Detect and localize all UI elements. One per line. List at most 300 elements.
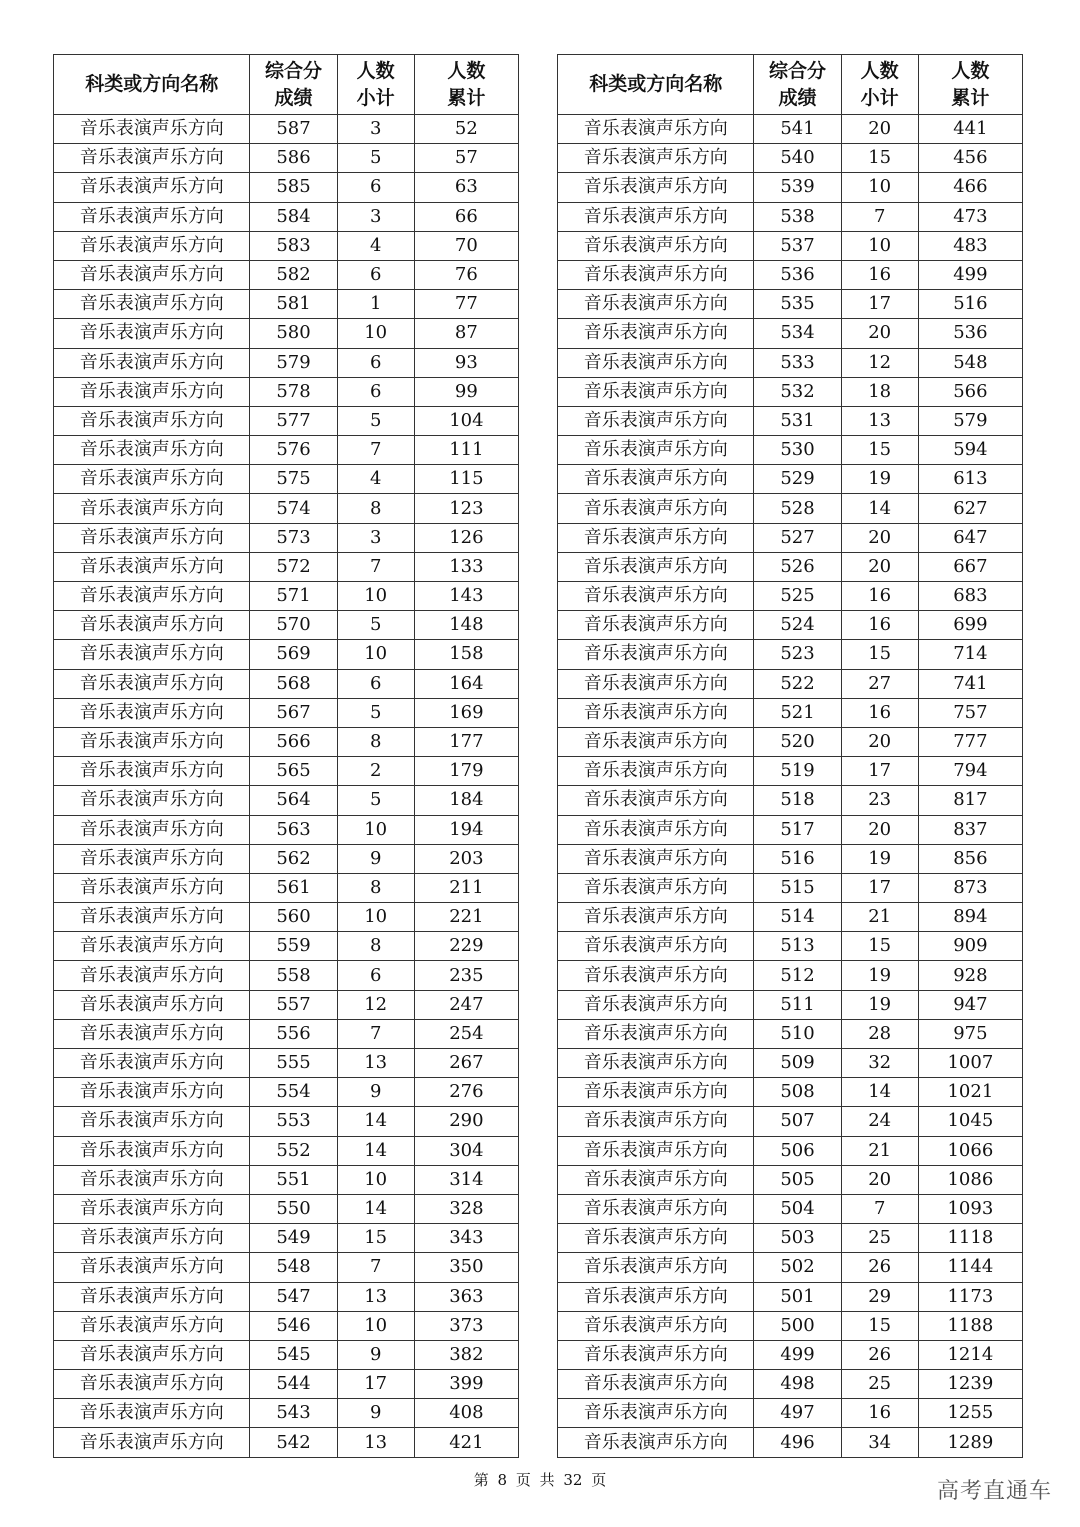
cell-count: 28 — [841, 1019, 918, 1048]
cell-count: 16 — [841, 1399, 918, 1428]
table-row — [54, 844, 519, 873]
cell-cumulative: 421 — [414, 1428, 518, 1457]
cell-count: 20 — [841, 523, 918, 552]
cell-cumulative: 267 — [414, 1049, 518, 1078]
table-row — [54, 727, 519, 756]
cell-category: 音乐表演声乐方向 — [54, 406, 250, 435]
cell-category: 音乐表演声乐方向 — [54, 260, 250, 289]
table-row — [54, 932, 519, 961]
cell-count: 17 — [841, 290, 918, 319]
cell-score: 561 — [250, 873, 337, 902]
cell-category: 音乐表演声乐方向 — [54, 1253, 250, 1282]
cell-count: 7 — [337, 552, 414, 581]
cell-category: 音乐表演声乐方向 — [558, 1194, 754, 1223]
cell-count: 9 — [337, 844, 414, 873]
table-row — [54, 290, 519, 319]
cell-count: 16 — [841, 698, 918, 727]
table-row — [54, 1107, 519, 1136]
cell-category: 音乐表演声乐方向 — [558, 844, 754, 873]
header-count-text: 人数 小计 — [356, 59, 395, 109]
cell-count: 9 — [337, 1078, 414, 1107]
cell-category: 音乐表演声乐方向 — [54, 844, 250, 873]
cell-count: 19 — [841, 465, 918, 494]
cell-count: 4 — [337, 465, 414, 494]
cell-count: 20 — [841, 552, 918, 581]
cell-count: 21 — [841, 903, 918, 932]
cell-category: 音乐表演声乐方向 — [54, 115, 250, 144]
table-row — [558, 990, 1023, 1019]
cell-cumulative: 909 — [918, 932, 1022, 961]
cell-score: 559 — [250, 932, 337, 961]
cell-cumulative: 579 — [918, 406, 1022, 435]
cell-category: 音乐表演声乐方向 — [54, 961, 250, 990]
cell-score: 546 — [250, 1311, 337, 1340]
cell-category: 音乐表演声乐方向 — [558, 640, 754, 669]
cell-score: 530 — [754, 436, 841, 465]
table-body-left — [54, 115, 519, 1458]
cell-score: 562 — [250, 844, 337, 873]
table-row — [54, 173, 519, 202]
cell-cumulative: 235 — [414, 961, 518, 990]
cell-count: 14 — [337, 1194, 414, 1223]
cell-score: 575 — [250, 465, 337, 494]
table-row — [54, 757, 519, 786]
cell-score: 499 — [754, 1340, 841, 1369]
cell-cumulative: 757 — [918, 698, 1022, 727]
cell-category: 音乐表演声乐方向 — [558, 1399, 754, 1428]
cell-cumulative: 203 — [414, 844, 518, 873]
cell-count: 6 — [337, 260, 414, 289]
cell-score: 563 — [250, 815, 337, 844]
cell-count: 2 — [337, 757, 414, 786]
cell-category: 音乐表演声乐方向 — [54, 727, 250, 756]
cell-score: 505 — [754, 1165, 841, 1194]
cell-category: 音乐表演声乐方向 — [54, 173, 250, 202]
cell-cumulative: 1173 — [918, 1282, 1022, 1311]
cell-score: 535 — [754, 290, 841, 319]
table-row — [54, 1428, 519, 1457]
table-row — [54, 669, 519, 698]
table-row — [54, 1399, 519, 1428]
cell-score: 583 — [250, 231, 337, 260]
table-row — [54, 377, 519, 406]
cell-cumulative: 699 — [918, 611, 1022, 640]
cell-score: 529 — [754, 465, 841, 494]
table-row — [558, 377, 1023, 406]
cell-score: 518 — [754, 786, 841, 815]
cell-count: 6 — [337, 961, 414, 990]
cell-cumulative: 594 — [918, 436, 1022, 465]
cell-count: 15 — [841, 932, 918, 961]
cell-cumulative: 290 — [414, 1107, 518, 1136]
cell-cumulative: 184 — [414, 786, 518, 815]
table-row — [54, 494, 519, 523]
cell-score: 514 — [754, 903, 841, 932]
cell-count: 20 — [841, 1165, 918, 1194]
cell-score: 498 — [754, 1370, 841, 1399]
cell-count: 15 — [337, 1224, 414, 1253]
cell-score: 567 — [250, 698, 337, 727]
cell-category: 音乐表演声乐方向 — [558, 1136, 754, 1165]
cell-count: 6 — [337, 173, 414, 202]
cell-cumulative: 148 — [414, 611, 518, 640]
cell-count: 7 — [337, 1253, 414, 1282]
cell-score: 506 — [754, 1136, 841, 1165]
cell-cumulative: 613 — [918, 465, 1022, 494]
cell-count: 20 — [841, 815, 918, 844]
table-row — [558, 640, 1023, 669]
cell-category: 音乐表演声乐方向 — [558, 260, 754, 289]
cell-score: 502 — [754, 1253, 841, 1282]
table-row — [54, 611, 519, 640]
table-row — [558, 115, 1023, 144]
table-header-row — [558, 55, 1023, 115]
cell-category: 音乐表演声乐方向 — [558, 319, 754, 348]
cell-score: 557 — [250, 990, 337, 1019]
score-table-right — [557, 54, 1023, 1458]
cell-category: 音乐表演声乐方向 — [558, 1165, 754, 1194]
cell-score: 497 — [754, 1399, 841, 1428]
cell-score: 504 — [754, 1194, 841, 1223]
cell-cumulative: 179 — [414, 757, 518, 786]
cell-count: 9 — [337, 1340, 414, 1369]
cell-count: 16 — [841, 611, 918, 640]
table-row — [54, 815, 519, 844]
cell-count: 5 — [337, 611, 414, 640]
cell-cumulative: 928 — [918, 961, 1022, 990]
table-row — [54, 903, 519, 932]
cell-cumulative: 363 — [414, 1282, 518, 1311]
cell-count: 17 — [337, 1370, 414, 1399]
cell-score: 564 — [250, 786, 337, 815]
cell-category: 音乐表演声乐方向 — [54, 465, 250, 494]
cell-category: 音乐表演声乐方向 — [54, 1428, 250, 1457]
cell-category: 音乐表演声乐方向 — [54, 1165, 250, 1194]
cell-score: 526 — [754, 552, 841, 581]
cell-cumulative: 516 — [918, 290, 1022, 319]
cell-category: 音乐表演声乐方向 — [54, 377, 250, 406]
cell-score: 512 — [754, 961, 841, 990]
cell-cumulative: 499 — [918, 260, 1022, 289]
table-row — [558, 1019, 1023, 1048]
cell-category: 音乐表演声乐方向 — [54, 873, 250, 902]
cell-count: 25 — [841, 1370, 918, 1399]
cell-cumulative: 647 — [918, 523, 1022, 552]
cell-count: 14 — [841, 494, 918, 523]
cell-category: 音乐表演声乐方向 — [558, 932, 754, 961]
cell-score: 565 — [250, 757, 337, 786]
table-row — [558, 903, 1023, 932]
header-cumulative-text: 人数 累计 — [447, 59, 486, 109]
cell-cumulative: 947 — [918, 990, 1022, 1019]
cell-cumulative: 194 — [414, 815, 518, 844]
cell-cumulative: 1214 — [918, 1340, 1022, 1369]
table-row — [558, 1340, 1023, 1369]
cell-score: 571 — [250, 582, 337, 611]
cell-score: 572 — [250, 552, 337, 581]
cell-cumulative: 304 — [414, 1136, 518, 1165]
cell-count: 14 — [337, 1107, 414, 1136]
table-row — [558, 1311, 1023, 1340]
cell-category: 音乐表演声乐方向 — [558, 115, 754, 144]
cell-category: 音乐表演声乐方向 — [558, 1078, 754, 1107]
table-row — [54, 552, 519, 581]
cell-cumulative: 1239 — [918, 1370, 1022, 1399]
cell-score: 560 — [250, 903, 337, 932]
cell-category: 音乐表演声乐方向 — [54, 582, 250, 611]
cell-cumulative: 382 — [414, 1340, 518, 1369]
cell-cumulative: 794 — [918, 757, 1022, 786]
cell-score: 511 — [754, 990, 841, 1019]
table-row — [558, 1194, 1023, 1223]
cell-cumulative: 473 — [918, 202, 1022, 231]
cell-count: 20 — [841, 115, 918, 144]
cell-score: 577 — [250, 406, 337, 435]
cell-score: 556 — [250, 1019, 337, 1048]
table-row — [558, 611, 1023, 640]
cell-score: 503 — [754, 1224, 841, 1253]
header-name: 科类或方向名称 — [558, 55, 754, 115]
table-row — [54, 873, 519, 902]
cell-cumulative: 683 — [918, 582, 1022, 611]
table-row — [558, 231, 1023, 260]
table-row — [558, 523, 1023, 552]
cell-score: 543 — [250, 1399, 337, 1428]
cell-score: 573 — [250, 523, 337, 552]
cell-category: 音乐表演声乐方向 — [54, 815, 250, 844]
cell-category: 音乐表演声乐方向 — [558, 173, 754, 202]
cell-count: 17 — [841, 873, 918, 902]
cell-count: 4 — [337, 231, 414, 260]
cell-score: 528 — [754, 494, 841, 523]
cell-score: 523 — [754, 640, 841, 669]
header-cumulative — [414, 55, 518, 115]
table-row — [54, 1194, 519, 1223]
cell-count: 15 — [841, 144, 918, 173]
header-name: 科类或方向名称 — [54, 55, 250, 115]
cell-category: 音乐表演声乐方向 — [558, 727, 754, 756]
cell-score: 496 — [754, 1428, 841, 1457]
cell-count: 10 — [337, 815, 414, 844]
cell-category: 音乐表演声乐方向 — [54, 1224, 250, 1253]
table-row — [558, 494, 1023, 523]
cell-category: 音乐表演声乐方向 — [54, 757, 250, 786]
cell-category: 音乐表演声乐方向 — [54, 1049, 250, 1078]
cell-category: 音乐表演声乐方向 — [54, 523, 250, 552]
cell-score: 550 — [250, 1194, 337, 1223]
cell-cumulative: 164 — [414, 669, 518, 698]
table-row — [54, 465, 519, 494]
cell-score: 513 — [754, 932, 841, 961]
cell-count: 16 — [841, 260, 918, 289]
table-row — [558, 757, 1023, 786]
cell-category: 音乐表演声乐方向 — [558, 903, 754, 932]
cell-category: 音乐表演声乐方向 — [558, 961, 754, 990]
cell-cumulative: 1066 — [918, 1136, 1022, 1165]
cell-cumulative: 169 — [414, 698, 518, 727]
cell-score: 515 — [754, 873, 841, 902]
table-row — [558, 1370, 1023, 1399]
cell-cumulative: 873 — [918, 873, 1022, 902]
cell-score: 570 — [250, 611, 337, 640]
cell-count: 19 — [841, 844, 918, 873]
cell-count: 6 — [337, 377, 414, 406]
table-row — [54, 231, 519, 260]
cell-cumulative: 548 — [918, 348, 1022, 377]
cell-category: 音乐表演声乐方向 — [54, 932, 250, 961]
table-row — [558, 932, 1023, 961]
cell-category: 音乐表演声乐方向 — [54, 1282, 250, 1311]
cell-score: 538 — [754, 202, 841, 231]
cell-count: 9 — [337, 1399, 414, 1428]
cell-cumulative: 111 — [414, 436, 518, 465]
cell-score: 582 — [250, 260, 337, 289]
cell-count: 12 — [337, 990, 414, 1019]
cell-count: 21 — [841, 1136, 918, 1165]
cell-score: 587 — [250, 115, 337, 144]
cell-category: 音乐表演声乐方向 — [558, 1282, 754, 1311]
cell-score: 507 — [754, 1107, 841, 1136]
cell-score: 558 — [250, 961, 337, 990]
cell-count: 19 — [841, 961, 918, 990]
cell-category: 音乐表演声乐方向 — [54, 1136, 250, 1165]
table-row — [558, 436, 1023, 465]
table-row — [558, 786, 1023, 815]
cell-cumulative: 276 — [414, 1078, 518, 1107]
cell-count: 3 — [337, 115, 414, 144]
cell-count: 8 — [337, 727, 414, 756]
cell-cumulative: 714 — [918, 640, 1022, 669]
cell-count: 12 — [841, 348, 918, 377]
cell-category: 音乐表演声乐方向 — [558, 1224, 754, 1253]
cell-category: 音乐表演声乐方向 — [54, 1370, 250, 1399]
header-score — [250, 55, 337, 115]
table-row — [54, 990, 519, 1019]
cell-count: 20 — [841, 319, 918, 348]
cell-cumulative: 1007 — [918, 1049, 1022, 1078]
cell-count: 25 — [841, 1224, 918, 1253]
cell-score: 539 — [754, 173, 841, 202]
table-row — [54, 144, 519, 173]
cell-category: 音乐表演声乐方向 — [558, 552, 754, 581]
cell-count: 23 — [841, 786, 918, 815]
table-row — [54, 319, 519, 348]
cell-count: 8 — [337, 494, 414, 523]
page-footer: 第 8 页 共 32 页 — [473, 1471, 607, 1489]
cell-cumulative: 70 — [414, 231, 518, 260]
cell-score: 552 — [250, 1136, 337, 1165]
table-row — [558, 1049, 1023, 1078]
cell-category: 音乐表演声乐方向 — [54, 552, 250, 581]
cell-cumulative: 1086 — [918, 1165, 1022, 1194]
cell-cumulative: 343 — [414, 1224, 518, 1253]
cell-score: 569 — [250, 640, 337, 669]
cell-count: 32 — [841, 1049, 918, 1078]
table-row — [54, 202, 519, 231]
table-row — [558, 1399, 1023, 1428]
table-row — [558, 1136, 1023, 1165]
cell-category: 音乐表演声乐方向 — [558, 231, 754, 260]
cell-count: 8 — [337, 873, 414, 902]
cell-cumulative: 373 — [414, 1311, 518, 1340]
cell-count: 3 — [337, 202, 414, 231]
table-row — [558, 873, 1023, 902]
table-row — [54, 523, 519, 552]
cell-score: 568 — [250, 669, 337, 698]
cell-score: 542 — [250, 1428, 337, 1457]
header-count — [337, 55, 414, 115]
header-count-text: 人数 小计 — [860, 59, 899, 109]
cell-category: 音乐表演声乐方向 — [558, 873, 754, 902]
cell-count: 16 — [841, 582, 918, 611]
cell-cumulative: 466 — [918, 173, 1022, 202]
cell-cumulative: 66 — [414, 202, 518, 231]
cell-cumulative: 158 — [414, 640, 518, 669]
cell-category: 音乐表演声乐方向 — [54, 640, 250, 669]
cell-category: 音乐表演声乐方向 — [558, 494, 754, 523]
table-row — [54, 1019, 519, 1048]
table-body-right — [558, 115, 1023, 1458]
cell-count: 34 — [841, 1428, 918, 1457]
cell-count: 29 — [841, 1282, 918, 1311]
cell-score: 509 — [754, 1049, 841, 1078]
cell-score: 579 — [250, 348, 337, 377]
table-row — [558, 669, 1023, 698]
cell-count: 13 — [841, 406, 918, 435]
table-row — [54, 1078, 519, 1107]
cell-count: 5 — [337, 698, 414, 727]
cell-category: 音乐表演声乐方向 — [54, 903, 250, 932]
cell-score: 585 — [250, 173, 337, 202]
cell-score: 545 — [250, 1340, 337, 1369]
cell-score: 566 — [250, 727, 337, 756]
cell-score: 578 — [250, 377, 337, 406]
table-row — [54, 115, 519, 144]
table-row — [54, 1224, 519, 1253]
cell-count: 14 — [337, 1136, 414, 1165]
cell-category: 音乐表演声乐方向 — [558, 611, 754, 640]
cell-category: 音乐表演声乐方向 — [558, 815, 754, 844]
table-row — [558, 144, 1023, 173]
cell-count: 26 — [841, 1253, 918, 1282]
cell-cumulative: 99 — [414, 377, 518, 406]
cell-cumulative: 87 — [414, 319, 518, 348]
cell-count: 1 — [337, 290, 414, 319]
cell-score: 554 — [250, 1078, 337, 1107]
cell-score: 522 — [754, 669, 841, 698]
header-score — [754, 55, 841, 115]
cell-count: 7 — [337, 436, 414, 465]
cell-score: 525 — [754, 582, 841, 611]
cell-score: 517 — [754, 815, 841, 844]
table-row — [54, 260, 519, 289]
cell-cumulative: 1188 — [918, 1311, 1022, 1340]
cell-score: 548 — [250, 1253, 337, 1282]
table-row — [54, 436, 519, 465]
cell-category: 音乐表演声乐方向 — [558, 669, 754, 698]
cell-category: 音乐表演声乐方向 — [54, 1399, 250, 1428]
cell-category: 音乐表演声乐方向 — [54, 1311, 250, 1340]
cell-count: 5 — [337, 406, 414, 435]
cell-count: 10 — [841, 173, 918, 202]
cell-count: 15 — [841, 640, 918, 669]
cell-category: 音乐表演声乐方向 — [558, 1311, 754, 1340]
cell-category: 音乐表演声乐方向 — [558, 377, 754, 406]
table-row — [54, 640, 519, 669]
cell-score: 547 — [250, 1282, 337, 1311]
cell-category: 音乐表演声乐方向 — [558, 202, 754, 231]
cell-cumulative: 837 — [918, 815, 1022, 844]
